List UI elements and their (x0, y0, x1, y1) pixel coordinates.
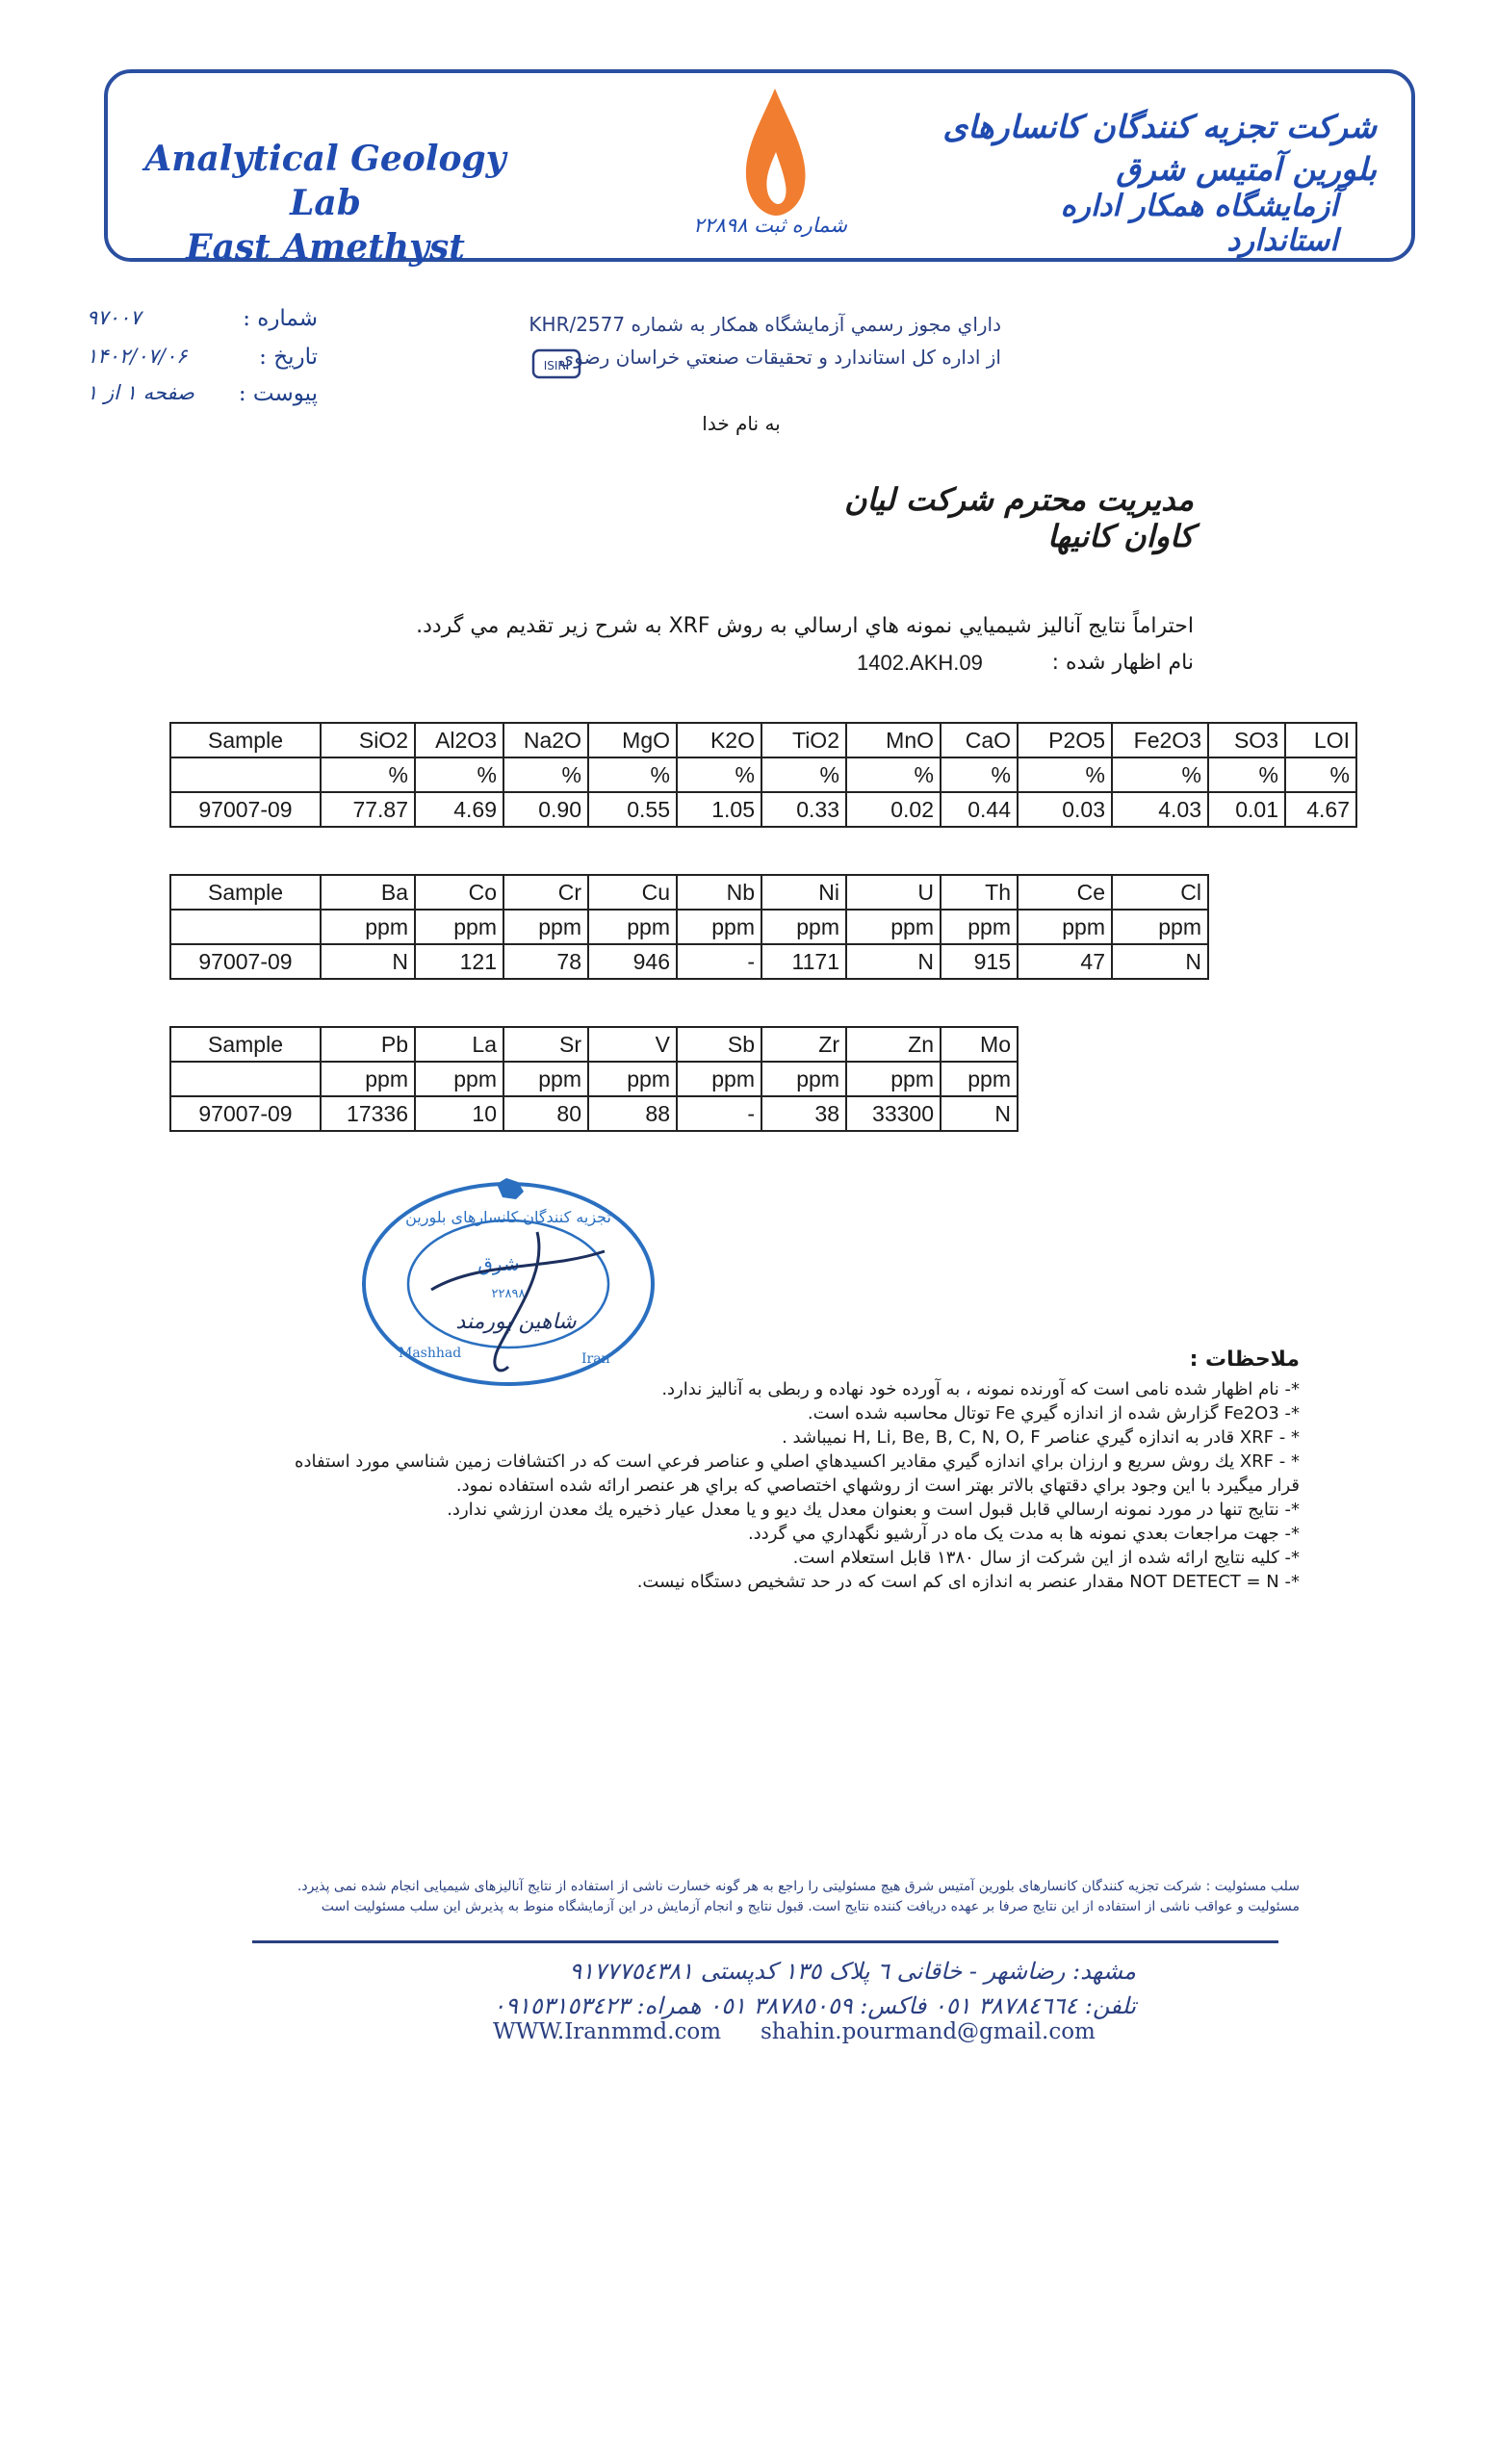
footer-address (366, 1954, 1136, 2023)
table-unit-cell: % (321, 757, 415, 792)
table-cell: 38 (761, 1096, 846, 1131)
table-cell: 4.69 (415, 792, 503, 827)
table-unit-cell: ppm (321, 910, 415, 944)
table-unit-cell: ppm (415, 1062, 503, 1096)
table-unit-cell: ppm (588, 910, 677, 944)
table-row (170, 944, 1208, 979)
table-unit-cell: % (588, 757, 677, 792)
table-header-cell: SiO2 (321, 723, 415, 757)
table-cell: 77.87 (321, 792, 415, 827)
lab-name-en (123, 137, 528, 270)
basmala: به نام خدا (702, 412, 781, 435)
table-unit-cell: % (761, 757, 846, 792)
table-cell: 80 (503, 1096, 588, 1131)
lab-name-en-line2: East Amethyst (186, 227, 465, 268)
table-cell: 97007-09 (170, 1096, 321, 1131)
table-unit-cell: ppm (677, 910, 761, 944)
table-header-cell: Sample (170, 1027, 321, 1062)
addressee: مدیریت محترم شرکت لیان کاوان کانیها (844, 481, 1194, 554)
table-header-cell: K2O (677, 723, 761, 757)
table-header-cell: Ce (1018, 875, 1112, 910)
table-header-cell: CaO (941, 723, 1018, 757)
company-subtitle-fa: آزمایشگاه همکار اداره استاندارد (1060, 189, 1338, 258)
table-header-cell: Ba (321, 875, 415, 910)
table-unit-cell: ppm (588, 1062, 677, 1096)
table-header-cell: Sample (170, 875, 321, 910)
table-cell: 1171 (761, 944, 846, 979)
flame-logo-icon (732, 85, 818, 219)
standard-logo-icon (531, 346, 581, 381)
table-cell: 78 (503, 944, 588, 979)
table-cell: 17336 (321, 1096, 415, 1131)
lab-name-en-line1: Analytical Geology Lab (144, 139, 506, 223)
table-header-cell: Zr (761, 1027, 846, 1062)
stamp-outer-text: تجزیه کنندگان کانسارهای بلورین (405, 1208, 611, 1226)
table-cell: 0.44 (941, 792, 1018, 827)
table-unit-cell: ppm (503, 1062, 588, 1096)
table-header-cell: Cl (1112, 875, 1208, 910)
note-item: *- كليه نتايج ارائه شده از اين شركت از سال ۱۳۸۰ قابل استعلام است. (792, 1548, 1300, 1568)
meta-number (87, 306, 318, 331)
table-unit-cell (170, 757, 321, 792)
footer-divider (252, 1940, 1278, 1943)
table-unit-cell: ppm (941, 910, 1018, 944)
table-header-cell: Sb (677, 1027, 761, 1062)
footer-website[interactable]: WWW.Iranmmd.com (493, 2019, 722, 2044)
table-cell: 0.33 (761, 792, 846, 827)
table-cell: 97007-09 (170, 792, 321, 827)
table-cell: 1.05 (677, 792, 761, 827)
meta-date-value: ۱۴۰۲/۰۷/۰۶ (87, 345, 188, 368)
stamp-reg-number: ۲۲۸۹۸ (491, 1287, 526, 1301)
table-unit-cell: ppm (761, 910, 846, 944)
table-header-cell: Zn (846, 1027, 941, 1062)
table-cell: 121 (415, 944, 503, 979)
sample-name-value: 1402.AKH.09 (857, 651, 983, 675)
stamp-signature: شاهین پورمند (455, 1310, 577, 1334)
table-header-cell: MgO (588, 723, 677, 757)
results-table-trace-2 (169, 1026, 1019, 1132)
table-unit-cell: % (1285, 757, 1356, 792)
table-header-cell: Cu (588, 875, 677, 910)
table-units-row (170, 1062, 1018, 1096)
note-item: * - XRF يك روش سريع و ارزان براي اندازه گيري مقادير اكسيدهاي اصلي و عناصر فرعي است كه در اكتشافات زمين شناسي مورد استفاده قرار ميگيرد با اين وجود براي دقتهاي بالاتر بهتر است از روشهاي اختصاصي كه براي هر عنصر ارائه شده استفاده نمود. (295, 1451, 1300, 1496)
table-unit-cell (170, 1062, 321, 1096)
stamp-city: Mashhad (399, 1346, 462, 1361)
license-line2: از اداره كل استاندارد و تحقيقات صنعتي خراسان رضوي (558, 346, 1001, 369)
footer-email[interactable]: shahin.pourmand@gmail.com (761, 2019, 1096, 2044)
notes-section (289, 1348, 1300, 1594)
notes-title: ملاحظات : (1189, 1348, 1300, 1372)
table-units-row (170, 757, 1356, 792)
note-item: *- جهت مراجعات بعدي نمونه ها به مدت يک ماه در آرشيو نگهداري مي گردد. (747, 1524, 1300, 1544)
table-cell: 915 (941, 944, 1018, 979)
table-cell: 88 (588, 1096, 677, 1131)
table-header-cell: La (415, 1027, 503, 1062)
table-row (170, 792, 1356, 827)
results-table-oxides (169, 722, 1357, 828)
table-header-cell: Mo (941, 1027, 1018, 1062)
table-cell: 33300 (846, 1096, 941, 1131)
note-item: *- Fe2O3 گزارش شده از اندازه گيري Fe توتال محاسبه شده است. (807, 1403, 1300, 1424)
table-unit-cell: ppm (941, 1062, 1018, 1096)
table-cell: 47 (1018, 944, 1112, 979)
table-unit-cell: ppm (846, 1062, 941, 1096)
meta-attachment-label: پیوست : (238, 381, 318, 406)
table-header-cell: Sr (503, 1027, 588, 1062)
meta-number-label: شماره : (243, 306, 318, 331)
table-header-cell: V (588, 1027, 677, 1062)
registration-number: شماره ثبت ۲۲۸۹۸ (693, 214, 847, 237)
note-item: *- NOT DETECT = N مقدار عنصر به اندازه ای کم است که در حد تشخیص دستگاه نیست. (636, 1572, 1300, 1592)
table-header-cell: U (846, 875, 941, 910)
table-header-cell: Nb (677, 875, 761, 910)
table-cell: 4.03 (1112, 792, 1208, 827)
table-unit-cell: % (846, 757, 941, 792)
table-unit-cell: % (941, 757, 1018, 792)
table-cell: N (941, 1096, 1018, 1131)
table-header-cell: Na2O (503, 723, 588, 757)
table-unit-cell: ppm (677, 1062, 761, 1096)
table-header-cell: Al2O3 (415, 723, 503, 757)
table-header-row (170, 875, 1208, 910)
meta-attachment-value: صفحه ۱ از ۱ (87, 381, 194, 404)
table-cell: 0.90 (503, 792, 588, 827)
table-header-row (170, 1027, 1018, 1062)
table-cell: 10 (415, 1096, 503, 1131)
license-block (520, 308, 1001, 373)
table-cell: 946 (588, 944, 677, 979)
note-item: * - XRF قادر به اندازه گيري عناصر H, Li, Be, B, C, N, O, F نميباشد . (782, 1427, 1300, 1448)
table-cell: 97007-09 (170, 944, 321, 979)
table-cell: N (321, 944, 415, 979)
table-header-cell: Th (941, 875, 1018, 910)
table-units-row (170, 910, 1208, 944)
table-cell: - (677, 944, 761, 979)
table-cell: 0.55 (588, 792, 677, 827)
table-unit-cell: % (415, 757, 503, 792)
table-unit-cell: ppm (761, 1062, 846, 1096)
table-header-cell: P2O5 (1018, 723, 1112, 757)
table-header-cell: Co (415, 875, 503, 910)
note-item: *- نام اظهار شده نامی است که آورنده نمونه ، به آورده خود نهاده و ربطی به آنالیز ندارد. (661, 1379, 1300, 1399)
table-header-cell: LOI (1285, 723, 1356, 757)
stamp-country: Iran (581, 1351, 610, 1367)
table-unit-cell: % (1112, 757, 1208, 792)
stamp-inner-text: شرق (477, 1252, 520, 1275)
footer-address-line: مشهد: رضاشهر - خاقانی ٦ پلاک ١٣٥ کدپستی ٩١٧٧٧٥٤٣٨١ (569, 1958, 1136, 1985)
table-unit-cell: ppm (415, 910, 503, 944)
sample-name-label: نام اظهار شده : (1051, 651, 1194, 675)
table-header-cell: Ni (761, 875, 846, 910)
table-unit-cell: ppm (846, 910, 941, 944)
meta-number-value: ۹۷۰۰۷ (87, 306, 142, 329)
table-unit-cell: % (1208, 757, 1285, 792)
table-header-cell: Sample (170, 723, 321, 757)
table-unit-cell: % (503, 757, 588, 792)
table-header-row (170, 723, 1356, 757)
table-unit-cell: % (677, 757, 761, 792)
standard-logo-text: ISIRI (543, 359, 570, 372)
table-cell: 0.01 (1208, 792, 1285, 827)
table-unit-cell: ppm (321, 1062, 415, 1096)
table-header-cell: MnO (846, 723, 941, 757)
footer-phones: تلفن: ٣٨٧٨٤٦٦٤ ٠٥١ فاکس: ٣٨٧٨٥٠٥٩ ٠٥١ همراه: ٠٩١٥٣١٥٣٤٢٣ (493, 1992, 1136, 2019)
note-item: *- نتايج تنها در مورد نمونه ارسالي قابل قبول است و بعنوان معدل يك ديو و يا معدل عيار ذخيره يك معدن ارزشي ندارد. (447, 1500, 1300, 1520)
table-unit-cell (170, 910, 321, 944)
table-unit-cell: ppm (1112, 910, 1208, 944)
company-name-fa: شرکت تجزیه کنندگان کانسارهای بلورین آمتیس شرق (942, 108, 1377, 188)
table-header-cell: TiO2 (761, 723, 846, 757)
table-cell: N (846, 944, 941, 979)
table-cell: 0.02 (846, 792, 941, 827)
intro-text: احتراماً نتايج آناليز شيميايي نمونه هاي ارسالي به روش XRF به شرح زير تقديم مي گردد. (416, 614, 1194, 638)
table-header-cell: Pb (321, 1027, 415, 1062)
table-header-cell: SO3 (1208, 723, 1285, 757)
table-row (170, 1096, 1018, 1131)
table-cell: N (1112, 944, 1208, 979)
license-line1: داراي مجوز رسمي آزمايشگاه همكار به شماره KHR/2577 (529, 313, 1001, 336)
table-cell: 4.67 (1285, 792, 1356, 827)
table-header-cell: Fe2O3 (1112, 723, 1208, 757)
meta-date (87, 345, 318, 370)
table-cell: 0.03 (1018, 792, 1112, 827)
results-table-trace-1 (169, 874, 1209, 980)
table-cell: - (677, 1096, 761, 1131)
table-unit-cell: ppm (503, 910, 588, 944)
table-header-cell: Cr (503, 875, 588, 910)
table-unit-cell: ppm (1018, 910, 1112, 944)
disclaimer: سلب مسئولیت : شرکت تجزیه کنندگان کانسارهای بلورین آمتیس شرق هیچ مسئولیتی را راجع به هر گونه خسارت ناشی از استفاده از نتایج آنالیزهای شیمیایی انجام شده نمی پذیرد. مسئولیت و عواقب ناشی از استفاده از این نتایج صرفا بر عهده دریافت کننده نتایج است. قبول نتایج و انجام آزمایش در این آزمایشگاه منوط به پذیرش این سلب مسئولیت است (297, 1879, 1300, 1914)
meta-attachment (87, 381, 318, 406)
table-unit-cell: % (1018, 757, 1112, 792)
meta-date-label: تاریخ : (259, 345, 318, 370)
